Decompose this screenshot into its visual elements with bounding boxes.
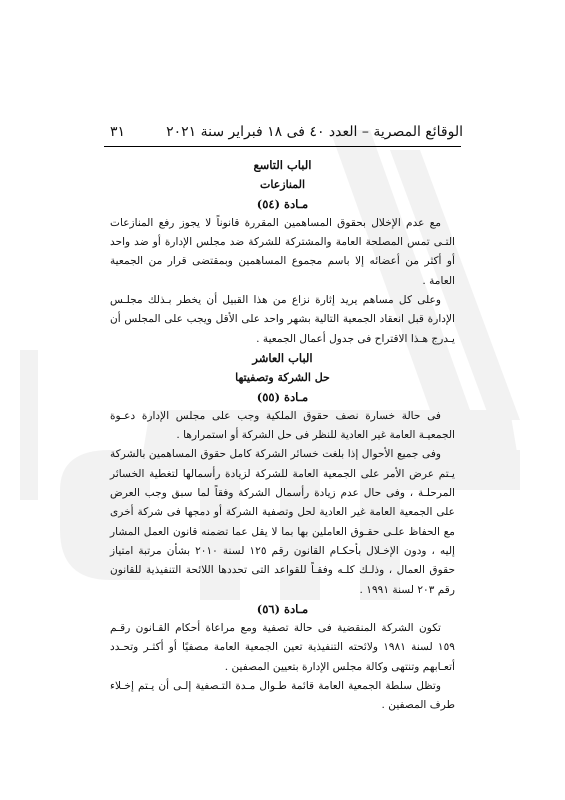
article-55-paragraph-2: وفى جميع الأحوال إذا بلغت خسائر الشركة كامل حقوق المساهمين بالشركة يـتم عرض الأمر على الجمعية العامة للشركة لزيادة رأسمالها لتغطية الخسائر المرحلـة ، وفى حال عدم زيادة رأسمال الشركة وفقاً لما سبق وجب العرض على الجمعية العامة غير العادية لحل وتصفية الشركة أو دمجها فى شركة أخرى مع الحفاظ علـى حقـوق العاملين بها بما لا يقل عما تضمنه قانون العمل المشار إليه ، ودون الإخـلال بأحكـام القانون رقم ١٢٥ لسنة ٢٠١٠ بشأن مرتبة امتياز حقوق العمال ، وذلـك كلـه وفقـاً للقواعد التى تحددها اللائحة التنفيذية للقانون رقم ٢٠٣ لسنة ١٩٩١ .: [110, 448, 456, 596]
article-56-paragraph-2: وتظل سلطة الجمعية العامة قائمة طـوال مـدة التـصفية إلـى أن يـتم إخـلاء طرف المصفين .: [110, 680, 455, 712]
article-55-paragraph-1: فى حالة خسارة نصف حقوق الملكية وجب على مجلس الإدارة دعـوة الجمعيـة العامة غير العادية للنظر فى حل الشركة أو استمرارها .: [110, 409, 455, 442]
part-9-subheading: المنازعات: [259, 178, 306, 192]
gazette-title: الوقائع المصرية – العدد ٤٠ فى ١٨ فبراير سنة ٢٠٢١: [166, 124, 463, 140]
article-56-paragraph-1: تكون الشركة المنقضية فى حالة تصفية ومع مراعاة أحكام القـانون رقـم ١٥٩ لسنة ١٩٨١ ولائحته التنفيذية تعين الجمعية العامة مصفيًا أو أكثـر وتحـدد أتعـابهم وتنتهى وكالة مجلس الإدارة بتعيين المصفين .: [110, 622, 455, 673]
page-header: [110, 124, 463, 140]
part-10-subheading: حل الشركة وتصفيتها: [235, 371, 330, 385]
article-55-heading: مـادة (٥٥): [256, 389, 309, 404]
part-9-heading: الباب التاسع: [253, 158, 312, 172]
part-10-heading: الباب العاشر: [252, 350, 313, 365]
article-54-paragraph-1: مع عدم الإخلال بحقوق المساهمين المقررة قانوناً لا يجوز رفع المنازعات التـى تمس المصلحة العامة والمشتركة للشركة ضد مجلس الإدارة أو ضد واحد أو أكثر من أعضائه إلا باسم مجموع المساهمين وبمقتضى قرار من الجمعية العامة .: [110, 216, 455, 287]
document-body: [110, 156, 455, 716]
page-number: ٣١: [110, 124, 126, 140]
article-56-heading: مـادة (٥٦): [256, 601, 309, 616]
header-divider: [104, 146, 461, 147]
article-54-paragraph-2: وعلى كل مساهم يريد إثارة نزاع من هذا القبيل أن يخطر بـذلك مجلـس الإدارة قبل انعقاد الجمعية التالية بشهر واحد على الأقل ويجب على المجلس أن يـدرج هـذا الاقتراح فى جدول أعمال الجمعية .: [110, 294, 455, 345]
article-54-heading: مـادة (٥٤): [256, 196, 309, 211]
